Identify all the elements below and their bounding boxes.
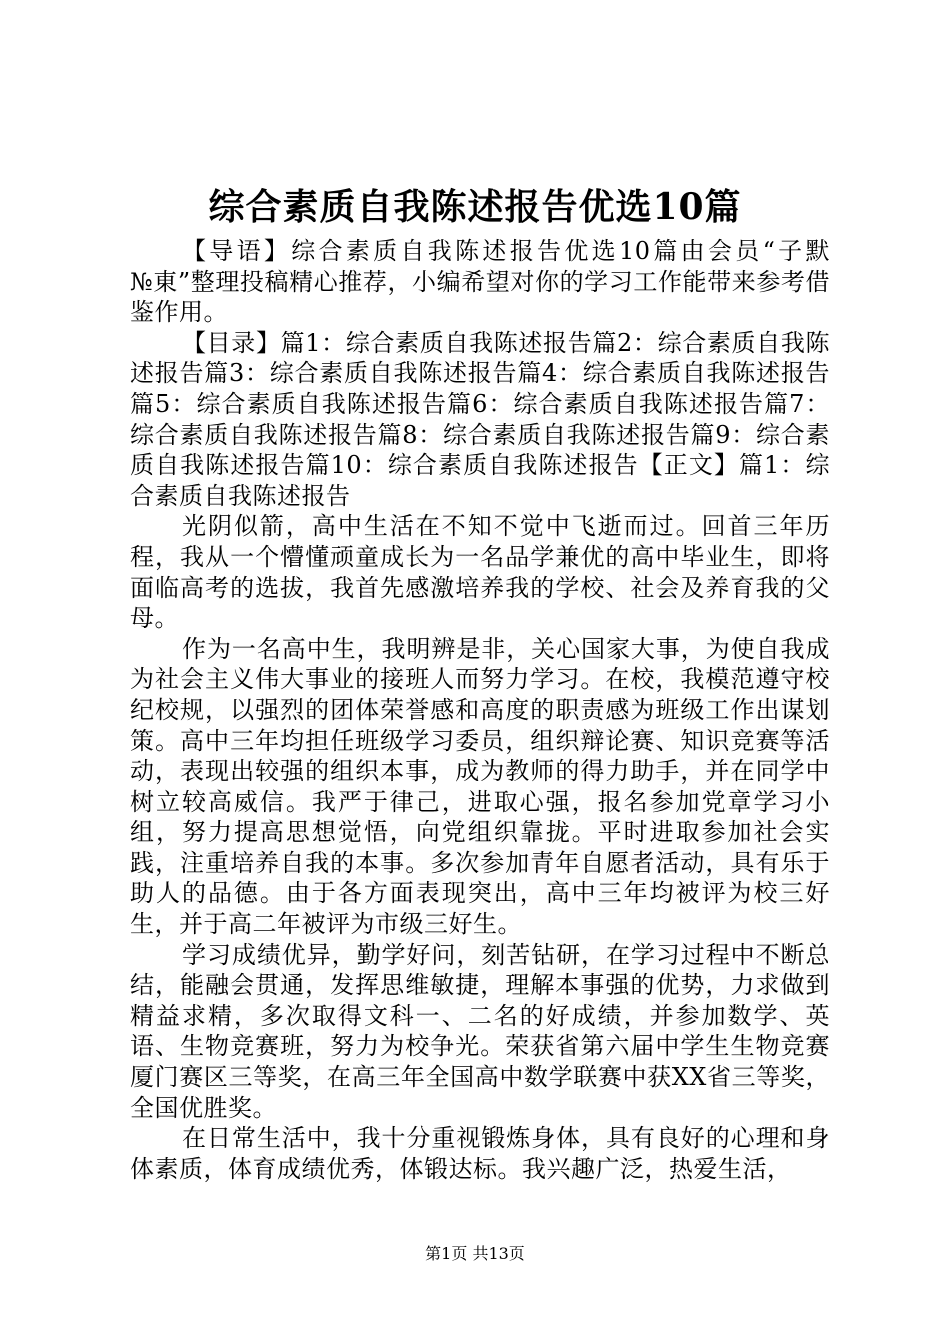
page-footer: 第1页 共13页 [425,1244,525,1263]
body-paragraph: 学习成绩优异，勤学好问，刻苦钻研，在学习过程中不断总结，能融会贯通，发挥思维敏捷，理解本事强的优势，力求做到精益求精，多次取得文科一、二名的好成绩，并参加数学、英语、生物竞赛班，努力为校争光。荣获省第六届中学生生物竞赛厦门赛区三等奖，在高三年全国高中数学联赛中获XX省三等奖，全国优胜奖。 [130,940,830,1122]
intro-paragraph: 【导语】综合素质自我陈述报告优选10篇由会员“子默№東”整理投稿精心推荐，小编希望对你的学习工作能带来参考借鉴作用。 [130,237,830,327]
body-paragraph: 光阴似箭，高中生活在不知不觉中飞逝而过。回首三年历程，我从一个懵懂顽童成长为一名品学兼优的高中毕业生，即将面临高考的选拔，我首先感激培养我的学校、社会及养育我的父母。 [130,512,830,633]
body-paragraph: 在日常生活中，我十分重视锻炼身体，具有良好的心理和身体素质，体育成绩优秀，体锻达标。我兴趣广泛，热爱生活， [130,1124,830,1183]
toc-paragraph: 【目录】篇1：综合素质自我陈述报告篇2：综合素质自我陈述报告篇3：综合素质自我陈述报告篇4：综合素质自我陈述报告篇5：综合素质自我陈述报告篇6：综合素质自我陈述报告篇7：综合素质自我陈述报告篇8：综合素质自我陈述报告篇9：综合素质自我陈述报告篇10：综合素质自我陈述报告【正文】篇1：综合素质自我陈述报告 [130,328,830,510]
document-body [130,236,830,1184]
document-title: 综合素质自我陈述报告优选10篇 [208,186,742,228]
body-paragraph: 作为一名高中生，我明辨是非，关心国家大事，为使自我成为社会主义伟大事业的接班人而努力学习。在校，我模范遵守校纪校规，以强烈的团体荣誉感和高度的职责感为班级工作出谋划策。高中三年均担任班级学习委员，组织辩论赛、知识竞赛等活动，表现出较强的组织本事，成为教师的得力助手，并在同学中树立较高威信。我严于律己，进取心强，报名参加党章学习小组，努力提高思想觉悟，向党组织靠拢。平时进取参加社会实践，注重培养自我的本事。多次参加青年自愿者活动，具有乐于助人的品德。由于各方面表现突出，高中三年均被评为校三好生，并于高二年被评为市级三好生。 [130,634,830,939]
